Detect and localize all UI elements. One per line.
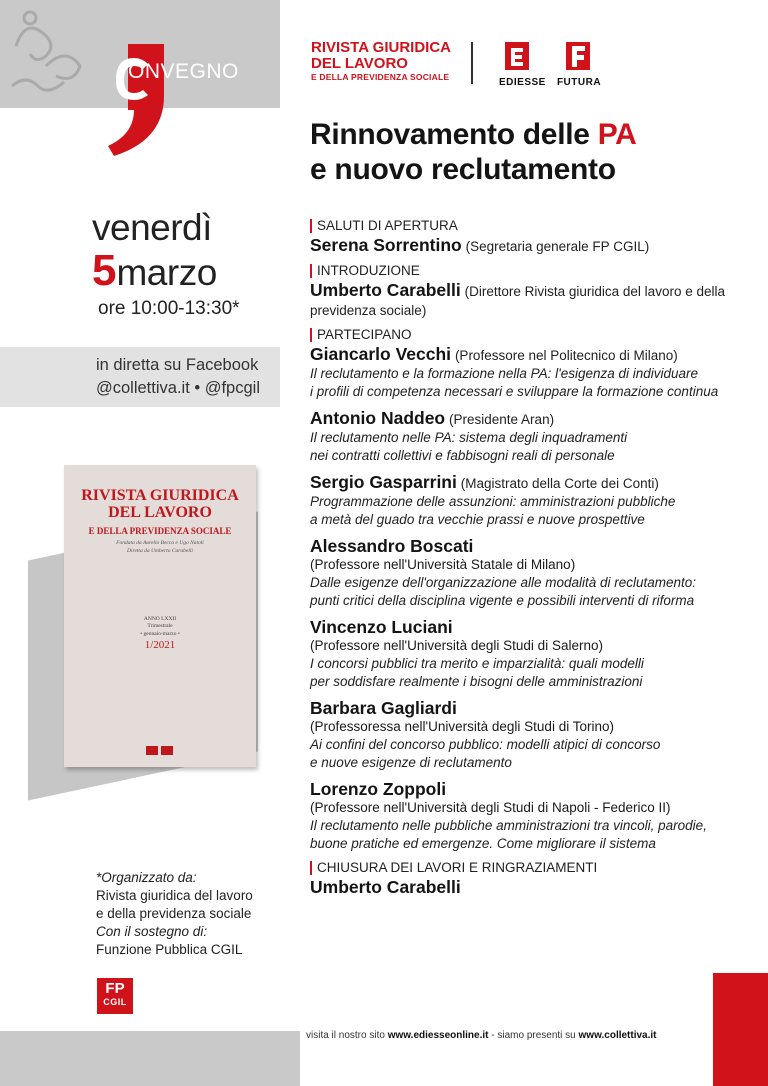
live-line-2: @collettiva.it • @fpcgil <box>96 379 260 397</box>
speaker-name: Vincenzo Luciani <box>310 617 453 637</box>
futura-label: FUTURA <box>556 77 602 88</box>
speaker-entry <box>310 473 750 529</box>
chiusura-name: Umberto Carabelli <box>310 877 461 897</box>
support-label: Con il sostegno di: <box>96 924 208 939</box>
talk-line: Il reclutamento nelle pubbliche amministrazioni tra vincoli, parodie, <box>310 818 707 833</box>
live-line-1: in diretta su Facebook <box>96 356 259 374</box>
talk-line: Dalle esigenze dell'organizzazione alle modalità di reclutamento: <box>310 575 697 590</box>
futura-logo <box>546 42 612 88</box>
speaker-name: Antonio Naddeo <box>310 408 446 428</box>
ornament-icon <box>6 6 86 102</box>
page-title <box>310 117 637 187</box>
speaker-name: Alessandro Boscati <box>310 536 474 556</box>
brand-line-1: RIVISTA GIURIDICA <box>311 39 452 56</box>
intro-label: INTRODUZIONE <box>310 264 750 278</box>
cover-founders <box>64 540 256 555</box>
speaker-role: (Professore nell'Università degli Studi di Napoli - Federico II) <box>310 800 671 815</box>
cover-founded: Fondata da Aurelio Becca e Ugo Natoli <box>116 540 204 546</box>
convegno-label: ONVEGNO <box>128 60 239 83</box>
footer-link-collettiva[interactable]: www.collettiva.it <box>578 1030 657 1041</box>
event-date <box>92 208 240 320</box>
speaker-role: (Professore nell'Università Statale di Milano) <box>310 557 576 572</box>
title-line-1: Rinnovamento delle <box>310 118 598 151</box>
bottom-left-band <box>0 1031 300 1086</box>
brand-line-3: E DELLA PREVIDENZA SOCIALE <box>311 71 450 82</box>
fp-cgil-logo <box>97 978 133 1014</box>
speaker-entry <box>310 618 750 691</box>
organizer-name-1: Rivista giuridica del lavoro <box>96 888 253 903</box>
cgil-logo-text: CGIL <box>103 997 127 1007</box>
speaker-role: (Professore nell'Università degli Studi di Salerno) <box>310 638 603 653</box>
speaker-entry <box>310 537 750 610</box>
live-info <box>96 354 260 400</box>
organizer-info <box>96 869 253 959</box>
talk-line: Il reclutamento e la formazione nella PA: l'esigenza di individuare <box>310 366 699 381</box>
speaker-entry <box>310 409 750 465</box>
saluti-label: SALUTI DI APERTURA <box>310 219 750 233</box>
ediesse-logo <box>499 42 546 88</box>
talk-line: I concorsi pubblici tra merito e imparzialità: quali modelli <box>310 656 644 671</box>
header-divider <box>471 42 473 84</box>
talk-line: Programmazione delle assunzioni: amministrazioni pubbliche <box>310 494 676 509</box>
cover-months: • gennaio-marzo • <box>140 630 180 637</box>
speaker-role: (Presidente Aran) <box>449 412 555 427</box>
brand-masthead <box>311 40 451 81</box>
saluti-role: (Segretaria generale FP CGIL) <box>465 239 650 254</box>
cover-subtitle: E DELLA PREVIDENZA SOCIALE <box>88 526 232 536</box>
section-intro <box>310 264 750 320</box>
speaker-entry <box>310 780 750 853</box>
chiusura-label: CHIUSURA DEI LAVORI E RINGRAZIAMENTI <box>310 861 750 875</box>
date-day: 5 <box>92 245 117 295</box>
talk-line: e nuove esigenze di reclutamento <box>310 755 512 770</box>
ediesse-icon <box>499 42 535 70</box>
footer-text-a: visita il nostro sito <box>306 1030 388 1041</box>
title-pa: PA <box>597 118 637 151</box>
cover-logos-icon <box>146 746 174 755</box>
footer-link-ediesse[interactable]: www.ediesseonline.it <box>387 1030 489 1041</box>
cover-issue: 1/2021 <box>144 639 176 651</box>
talk-line: nei contratti collettivi e fabbisogni reali di personale <box>310 448 615 463</box>
talk-line: Ai confini del concorso pubblico: modelli atipici di concorso <box>310 737 661 752</box>
speaker-name: Lorenzo Zoppoli <box>310 779 447 799</box>
ediesse-label: EDIESSE <box>499 77 546 88</box>
speaker-role: (Professoressa nell'Università degli Studi di Torino) <box>310 719 614 734</box>
talk-line: Il reclutamento nelle PA: sistema degli inquadramenti <box>310 430 628 445</box>
speaker-role: (Professore nel Politecnico di Milano) <box>454 348 678 363</box>
intro-role: (Direttore Rivista giuridica del lavoro e della previdenza sociale) <box>310 284 725 318</box>
organizer-name-2: e della previdenza sociale <box>96 906 252 921</box>
footer-text-b: - siamo presenti su <box>488 1030 579 1041</box>
cover-title-1: RIVISTA GIURIDICA <box>81 487 239 504</box>
intro-name: Umberto Carabelli <box>310 280 461 300</box>
cover-anno: ANNO LXXII <box>143 616 177 622</box>
speaker-name: Barbara Gagliardi <box>310 698 457 718</box>
speaker-entry <box>310 345 750 401</box>
section-saluti <box>310 219 750 256</box>
journal-cover <box>64 465 256 767</box>
date-month: marzo <box>116 251 217 293</box>
talk-line: i profili di competenza necessari e sviluppare la formazione continua <box>310 384 719 399</box>
title-line-2: e nuovo reclutamento <box>310 153 616 187</box>
talk-line: per soddisfare realmente i bisogni delle amministrazioni <box>310 674 643 689</box>
speaker-name: Sergio Gasparrini <box>310 472 457 492</box>
footer <box>306 1030 657 1041</box>
program <box>310 219 750 897</box>
speaker-role: (Magistrato della Corte dei Conti) <box>460 476 659 491</box>
cover-title-2: DEL LAVORO <box>108 504 212 522</box>
talk-line: buone pratiche ed emergenze. Come migliorare il sistema <box>310 836 656 851</box>
cover-director: Diretta da Umberto Carabelli <box>127 547 193 554</box>
section-chiusura <box>310 861 750 897</box>
saluti-name: Serena Sorrentino <box>310 235 462 255</box>
partecipano-label: PARTECIPANO <box>310 328 750 342</box>
speaker-entry <box>310 699 750 772</box>
cover-freq: Trimestrale <box>147 623 173 630</box>
fp-logo-text: FP <box>105 980 125 997</box>
cover-title <box>64 487 256 522</box>
talk-line: punti critici della disciplina vigente e possibili interventi di riforma <box>310 593 695 608</box>
cover-details <box>64 616 256 638</box>
bottom-right-band <box>713 973 768 1086</box>
talk-line: a metà del guado tra vecchie prassi e nuove prospettive <box>310 512 645 527</box>
date-time: ore 10:00-13:30* <box>98 297 240 319</box>
date-weekday: venerdì <box>92 207 212 248</box>
futura-icon <box>546 42 612 70</box>
organizer-label: *Organizzato da: <box>96 870 197 885</box>
brand-line-2: DEL LAVORO <box>311 54 408 72</box>
support-name: Funzione Pubblica CGIL <box>96 942 243 957</box>
speaker-name: Giancarlo Vecchi <box>310 344 452 364</box>
